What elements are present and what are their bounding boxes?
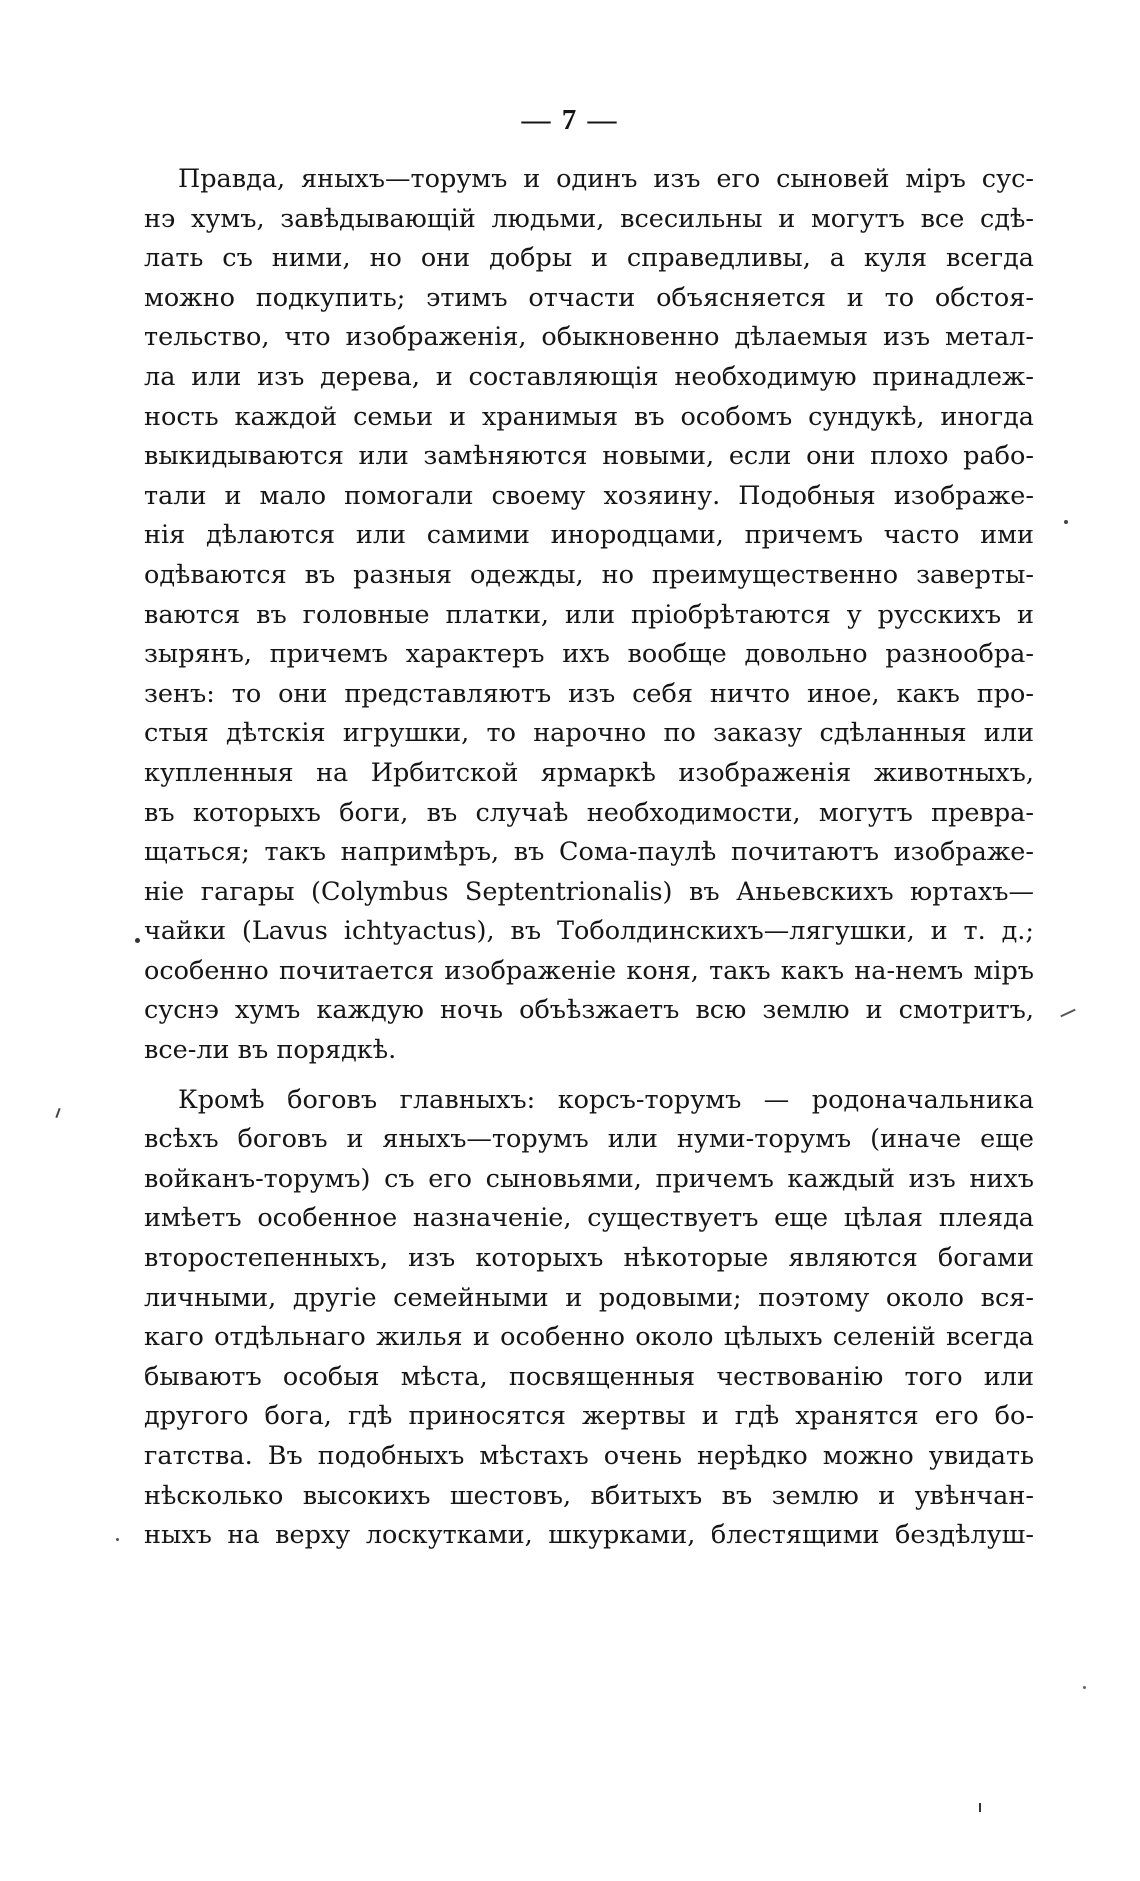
scan-speck	[1060, 1009, 1075, 1018]
text-line: всѣхъ боговъ и яныхъ—торумъ или нуми-торумъ (иначе еще	[144, 1124, 1034, 1155]
text-line: тали и мало помогали своему хозяину. Подобныя изображе-	[144, 480, 1034, 511]
scan-speck	[55, 1108, 60, 1118]
paragraph-2	[144, 1081, 1034, 1556]
text-line: второстепенныхъ, изъ которыхъ нѣкоторые являются богами	[144, 1243, 1034, 1274]
text-line: можно подкупить; этимъ отчасти объясняется и то обстоя-	[144, 282, 1034, 313]
text-line: Правда, яныхъ—торумъ и одинъ изъ его сыновей міръ сус-	[178, 164, 1034, 194]
text-line: зырянъ, причемъ характеръ ихъ вообще довольно разнообра-	[144, 639, 1034, 670]
text-line: нэ хумъ, завѣдывающій людьми, всесильны и могутъ все сдѣ-	[144, 203, 1034, 234]
text-line: личными, другіе семейными и родовыми; поэтому около вся-	[144, 1282, 1034, 1313]
text-line: купленныя на Ирбитской ярмаркѣ изображенія животныхъ,	[144, 757, 1034, 788]
text-line: гатства. Въ подобныхъ мѣстахъ очень нерѣдко можно увидать	[144, 1441, 1034, 1471]
body-text	[144, 160, 1034, 1556]
text-line: щаться; такъ напримѣръ, въ Сома-паулѣ почитаютъ изображе-	[144, 837, 1034, 868]
text-line: ла или изъ дерева, и составляющія необходимую принадлеж-	[144, 361, 1034, 392]
text-line: войканъ-торумъ) съ его сыновьями, причемъ каждый изъ нихъ	[144, 1163, 1034, 1194]
scan-speck	[116, 1538, 119, 1541]
text-line: бываютъ особыя мѣста, посвященныя чествованію того или	[144, 1361, 1034, 1392]
text-line: въ которыхъ боги, въ случаѣ необходимости, могутъ превра-	[144, 797, 1034, 828]
text-line: ность каждой семьи и хранимыя въ особомъ сундукѣ, иногда	[144, 401, 1034, 432]
text-line: все-ли въ порядкѣ.	[144, 1035, 397, 1066]
text-line: другого бога, гдѣ приносятся жертвы и гдѣ хранятся его бо-	[144, 1401, 1034, 1432]
scan-speck	[135, 938, 140, 943]
text-line: имѣетъ особенное назначеніе, существуетъ еще цѣлая плеяда	[144, 1203, 1034, 1234]
text-line: тельство, что изображенія, обыкновенно дѣлаемыя изъ метал-	[144, 322, 1034, 353]
text-line: выкидываются или замѣняются новыми, если они плохо рабо-	[144, 441, 1034, 472]
text-line: ніе гагары (Colymbus Septentrionalis) въ Аньевскихъ юртахъ—	[144, 876, 1034, 907]
text-line: Кромѣ боговъ главныхъ: корсъ-торумъ — родоначальника	[178, 1084, 1034, 1115]
text-line: чайки (Lavus ichtyactus), въ Тоболдинскихъ—лягушки, и т. д.;	[144, 916, 1034, 947]
text-line: нія дѣлаются или самими инородцами, причемъ часто ими	[144, 520, 1034, 551]
text-line: зенъ: то они представляютъ изъ себя ничто иное, какъ про-	[144, 678, 1034, 709]
text-line: каго отдѣльнаго жилья и особенно около цѣлыхъ селеній всегда	[144, 1322, 1034, 1353]
paragraph-1	[144, 160, 1034, 1071]
text-line: особенно почитается изображеніе коня, такъ какъ на-немъ міръ	[144, 955, 1034, 986]
text-line: стыя дѣтскія игрушки, то нарочно по заказу сдѣланныя или	[144, 718, 1034, 749]
text-line: нѣсколько высокихъ шестовъ, вбитыхъ въ землю и увѣнчан-	[144, 1480, 1034, 1511]
text-line: одѣваются въ разныя одежды, но преимущественно заверты-	[144, 559, 1034, 590]
page-number: — 7 —	[521, 104, 619, 136]
text-line: ныхъ на верху лоскутками, шкурками, блестящими бездѣлуш-	[144, 1520, 1034, 1551]
text-line: суснэ хумъ каждую ночь объѣзжаетъ всю землю и смотритъ,	[144, 995, 1034, 1026]
text-line: ваются въ головные платки, или пріобрѣтаются у русскихъ и	[144, 599, 1034, 630]
scan-speck	[1083, 1686, 1086, 1689]
text-line: лать съ ними, но они добры и справедливы, а куля всегда	[144, 243, 1034, 274]
scan-speck	[979, 1803, 981, 1812]
scan-speck	[1064, 520, 1068, 524]
